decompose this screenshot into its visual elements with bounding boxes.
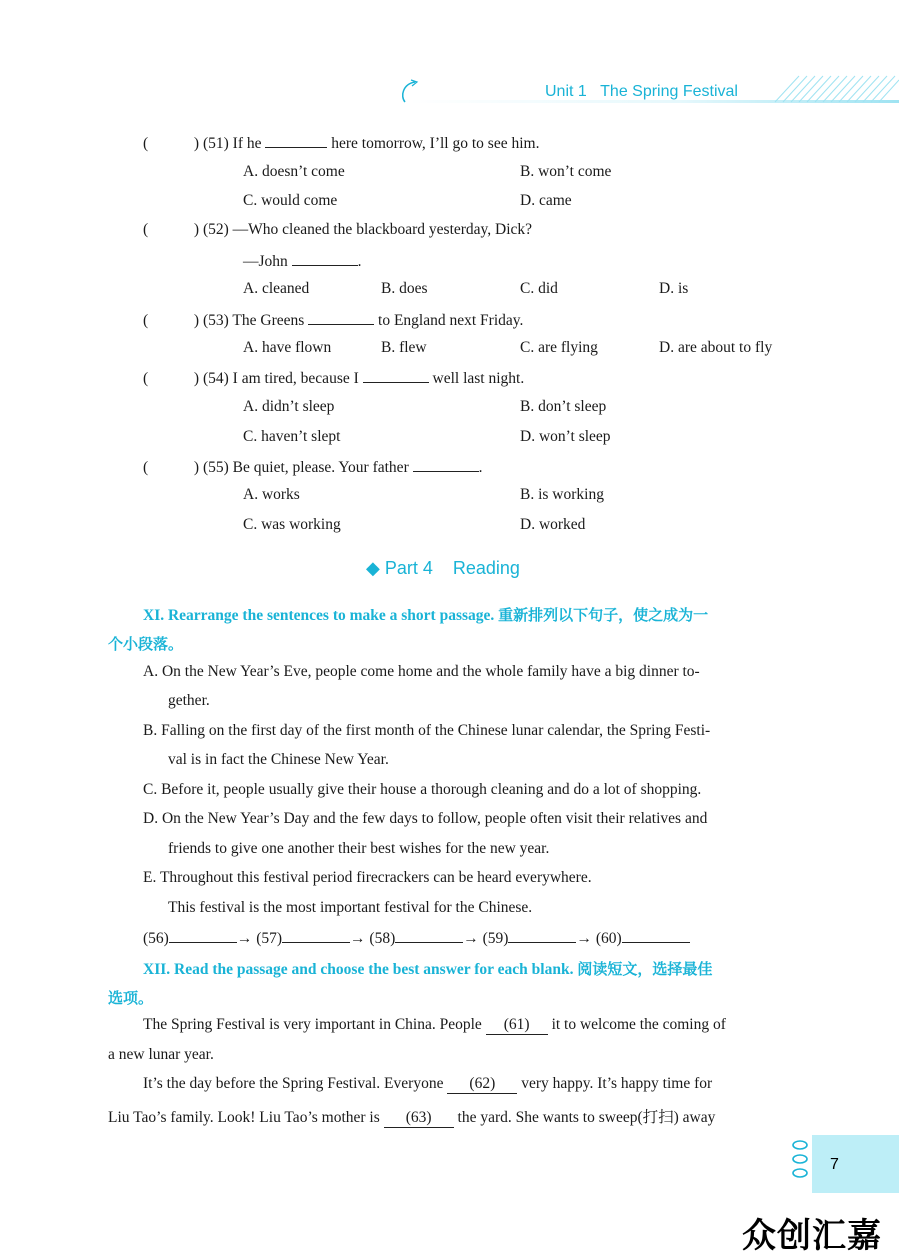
answer-paren-open: ( xyxy=(143,221,149,238)
question-stem: —Who cleaned the blackboard yesterday, Dick? xyxy=(232,221,533,238)
option: B. don’t sleep xyxy=(520,398,607,415)
passage-text: very happy. It’s happy time for xyxy=(521,1075,713,1092)
section-title xyxy=(366,558,520,579)
passage-text: It’s the day before the Spring Festival. Everyone xyxy=(143,1075,444,1092)
sentence-b: B. Falling on the first day of the first month of the Chinese lunar calendar, the Spring Festi- xyxy=(143,722,711,739)
sentence-e-cont: This festival is the most important festival for the Chinese. xyxy=(168,899,533,916)
sentence-a-cont: gether. xyxy=(168,692,210,709)
question-number: (55) xyxy=(202,459,229,476)
answer-paren-close: ) xyxy=(193,221,200,238)
answer-paren-open: ( xyxy=(143,370,149,387)
sentence-a: A. On the New Year’s Eve, people come home and the whole family have a big dinner to- xyxy=(143,663,700,680)
heading-zh: 重新排列以下句子，使之成为一 xyxy=(498,606,709,624)
answer-paren-close: ) xyxy=(193,370,200,387)
passage-text: it to welcome the coming of xyxy=(551,1016,726,1033)
sentence-d: D. On the New Year’s Day and the few days to follow, people often visit their relatives and xyxy=(143,810,708,827)
option: B. flew xyxy=(381,339,427,356)
option: D. is xyxy=(659,280,689,297)
question-52 xyxy=(143,221,532,239)
question-number: (51) xyxy=(202,135,229,152)
answer-blank[interactable] xyxy=(169,928,237,943)
unit-label: Unit 1 xyxy=(545,83,587,100)
option: B. does xyxy=(381,280,428,297)
heading-zh: 选项。 xyxy=(108,989,154,1007)
option: A. didn’t sleep xyxy=(243,398,335,415)
option: D. came xyxy=(520,192,572,209)
answer-paren-close: ) xyxy=(193,135,200,152)
option: A. doesn’t come xyxy=(243,163,345,180)
passage-line xyxy=(143,1016,726,1035)
sentence-c: C. Before it, people usually give their house a thorough cleaning and do a lot of shopping. xyxy=(143,781,702,798)
answer-paren-open: ( xyxy=(143,459,149,476)
heading-en: XII. Read the passage and choose the best answer for each blank. xyxy=(143,961,574,978)
option: D. worked xyxy=(520,516,586,533)
exercise-heading-xi xyxy=(143,604,708,625)
arrow-icon: → xyxy=(236,930,253,947)
page-number: 7 xyxy=(830,1156,839,1173)
question-stem: The Greens xyxy=(232,312,305,329)
answer-paren-close: ) xyxy=(193,312,200,329)
passage-line: a new lunar year. xyxy=(108,1046,214,1063)
sentence-d-cont: friends to give one another their best wishes for the new year. xyxy=(168,840,550,857)
answer-blank[interactable] xyxy=(282,928,350,943)
question-stem: well last night. xyxy=(432,370,525,387)
part-title: Part 4 Reading xyxy=(384,558,520,578)
passage-line xyxy=(108,1105,715,1128)
option: A. cleaned xyxy=(243,280,310,297)
sentence-e: E. Throughout this festival period firecrackers can be heard everywhere. xyxy=(143,869,592,886)
passage-text: Liu Tao’s family. Look! Liu Tao’s mother is xyxy=(108,1109,380,1126)
answer-label: (59) xyxy=(482,930,509,947)
answer-sequence xyxy=(143,928,690,948)
page-number-tab xyxy=(812,1135,899,1193)
question-stem: . xyxy=(478,459,483,476)
question-stem: I am tired, because I xyxy=(232,370,359,387)
question-stem: Be quiet, please. Your father xyxy=(232,459,409,476)
question-number: (53) xyxy=(202,312,229,329)
fill-blank xyxy=(363,368,429,383)
option: B. won’t come xyxy=(520,163,612,180)
question-number: (52) xyxy=(202,221,229,238)
arrow-icon: → xyxy=(576,930,592,947)
heading-zh: 阅读短文，选择最佳 xyxy=(577,960,713,978)
passage-blank[interactable]: (63) xyxy=(384,1109,454,1128)
diamond-icon: ◆ xyxy=(366,558,380,578)
fill-blank xyxy=(265,133,327,148)
question-51 xyxy=(143,133,539,153)
exercise-heading-xii xyxy=(143,958,712,979)
running-header xyxy=(545,83,738,101)
option: C. did xyxy=(520,280,558,297)
answer-label: (56) xyxy=(143,930,169,947)
question-53 xyxy=(143,310,523,330)
question-stem: . xyxy=(357,253,362,270)
option: C. are flying xyxy=(520,339,598,356)
option: C. would come xyxy=(243,192,338,209)
exercise-heading-xii-line2 xyxy=(108,987,153,1008)
passage-blank[interactable]: (61) xyxy=(486,1016,548,1035)
heading-en: XI. Rearrange the sentences to make a short passage. xyxy=(143,607,495,624)
sentence-b-cont: val is in fact the Chinese New Year. xyxy=(168,751,389,768)
question-number: (54) xyxy=(202,370,229,387)
option: C. was working xyxy=(243,516,341,533)
unit-title: The Spring Festival xyxy=(600,83,738,100)
option: D. won’t sleep xyxy=(520,428,611,445)
option: B. is working xyxy=(520,486,604,503)
fill-blank xyxy=(292,251,358,266)
arrow-icon: → xyxy=(463,930,479,947)
option: A. have flown xyxy=(243,339,332,356)
answer-label: (58) xyxy=(369,930,396,947)
question-stem: —John xyxy=(243,253,288,270)
question-stem: here tomorrow, I’ll go to see him. xyxy=(331,135,540,152)
answer-paren-close: ) xyxy=(193,459,200,476)
answer-label: (60) xyxy=(595,930,622,947)
fill-blank xyxy=(413,457,479,472)
exercise-heading-xi-line2 xyxy=(108,633,183,654)
question-54 xyxy=(143,368,524,388)
option: A. works xyxy=(243,486,300,503)
passage-blank[interactable]: (62) xyxy=(447,1075,517,1094)
option: C. haven’t slept xyxy=(243,428,341,445)
question-stem: to England next Friday. xyxy=(378,312,524,329)
question-55 xyxy=(143,457,482,477)
question-52-line2 xyxy=(243,251,362,271)
answer-paren-open: ( xyxy=(143,135,149,152)
answer-blank[interactable] xyxy=(622,928,690,943)
answer-paren-open: ( xyxy=(143,312,149,329)
watermark-logo: 众创汇嘉 xyxy=(742,1216,882,1256)
passage-text: the yard. She wants to sweep(打扫) away xyxy=(457,1109,716,1126)
answer-blank[interactable] xyxy=(395,928,463,943)
answer-label: (57) xyxy=(256,930,283,947)
answer-blank[interactable] xyxy=(508,928,576,943)
passage-line xyxy=(143,1075,712,1094)
question-stem: If he xyxy=(232,135,262,152)
decorative-rings-icon xyxy=(790,1137,810,1183)
fill-blank xyxy=(308,310,374,325)
passage-text: The Spring Festival is very important in China. People xyxy=(143,1016,482,1033)
arrow-icon: → xyxy=(350,930,366,947)
option: D. are about to fly xyxy=(659,339,773,356)
heading-zh: 个小段落。 xyxy=(108,635,184,653)
